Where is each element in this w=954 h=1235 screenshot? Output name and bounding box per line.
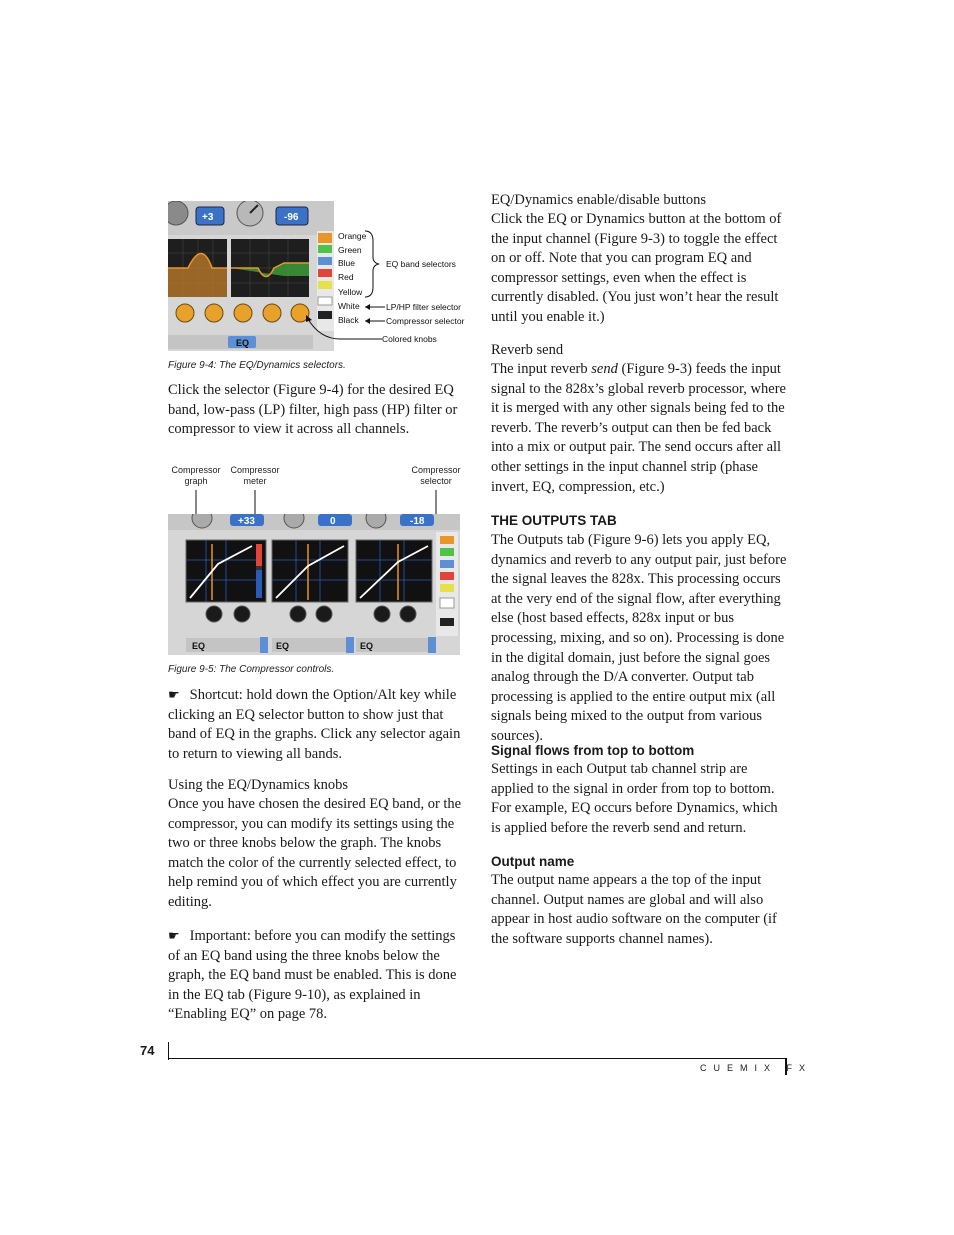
using-knobs-text: Once you have chosen the desired EQ band, or the compressor, you can modify its settings using the two or three knobs below the graph. The knobs match the color of the currently selected effect, to help remind you of which effect you are currently editing. bbox=[168, 796, 462, 910]
fig5-eq-tab-3: EQ bbox=[360, 641, 374, 651]
fig4-eq-tab: EQ bbox=[236, 338, 250, 348]
fig5-value-3: -18 bbox=[410, 516, 425, 527]
figure-9-4-caption: Figure 9-4: The EQ/Dynamics selectors. bbox=[168, 360, 346, 371]
shortcut-note bbox=[168, 686, 464, 764]
important-text: Important: before you can modify the settings of an EQ band using the three knobs below the graph, the EQ band must be enabled. This is done in the EQ tab (Figure 9-10), as explained in “Enabling EQ” on page 78. bbox=[168, 928, 457, 1023]
label-yellow: Yellow bbox=[338, 287, 363, 297]
fig5-eq-tab-2: EQ bbox=[276, 641, 290, 651]
page-number: 74 bbox=[140, 1043, 155, 1058]
colored-knobs-callout: Colored knobs bbox=[382, 334, 437, 344]
label-orange: Orange bbox=[338, 231, 367, 241]
brace-icon bbox=[363, 229, 388, 299]
output-name-text: The output name appears a the top of the input channel. Output names are global and will also appear in host audio software on the computer (if the software supports channel names). bbox=[491, 872, 777, 947]
fig5-eq-tab-1: EQ bbox=[192, 641, 206, 651]
label-black: Black bbox=[338, 315, 359, 325]
signal-flows-heading: Signal flows from top to bottom bbox=[491, 743, 695, 758]
reverb-send-text: The input reverb send (Figure 9-3) feeds the input signal to the 828x’s global reverb processor, where it is merged with any other signals being fed to the reverb. The reverb’s output can then be fed back into a mix or output pair. The send occurs after all other settings in the input channel strip (phase invert, EQ, compression, etc.) bbox=[491, 361, 786, 495]
outputs-tab-text: The Outputs tab (Figure 9-6) lets you apply EQ, dynamics and reverb to any output pair, just before the signal leaves the 828x. This processing occurs at the very end of the signal flow, after everything else (host based effects, 828x input or bus processing, mixing, and so on). Processing is done in the digital domain, just before the signal goes analog through the D/A converter. Output tab processing is applied to the entire output mix (all signals being mixed to the output from various sources). bbox=[491, 532, 787, 744]
label-white: White bbox=[338, 301, 360, 311]
fig5-value-1: +33 bbox=[238, 516, 255, 527]
lp-hp-callout: LP/HP filter selector bbox=[386, 302, 461, 312]
click-selector-paragraph: Click the selector (Figure 9-4) for the desired EQ band, low-pass (LP) filter, high pass (HP) filter or compressor to view it across all channels. bbox=[168, 382, 458, 438]
footer-rule bbox=[168, 1058, 786, 1059]
shortcut-text: Shortcut: hold down the Option/Alt key while clicking an EQ selector button to show just that band of EQ in the graphs. Click any selector again to return to viewing all bands. bbox=[168, 687, 461, 762]
output-name-heading: Output name bbox=[491, 854, 575, 869]
pointing-hand-icon: ☛ bbox=[168, 688, 180, 703]
using-knobs-heading: Using the EQ/Dynamics knobs bbox=[168, 777, 349, 793]
fig4-value-2: -96 bbox=[284, 212, 299, 223]
compressor-meter-label: Compressor meter bbox=[230, 465, 280, 486]
figure-9-4 bbox=[168, 201, 468, 351]
compressor-controls-screenshot bbox=[168, 514, 460, 655]
label-green: Green bbox=[338, 245, 362, 255]
important-note bbox=[168, 927, 464, 1025]
fig4-value-1: +3 bbox=[202, 212, 214, 223]
running-title: CUEMIX FX bbox=[700, 1063, 813, 1073]
reverb-send-heading: Reverb send bbox=[491, 342, 564, 358]
pointing-hand-icon: ☛ bbox=[168, 929, 180, 944]
figure-9-5-caption: Figure 9-5: The Compressor controls. bbox=[168, 664, 335, 675]
outputs-tab-heading: THE OUTPUTS TAB bbox=[491, 513, 617, 528]
signal-flows-text: Settings in each Output tab channel strip are applied to the signal in order from top to bottom. For example, EQ occurs before Dynamics, which is applied before the reverb send and return. bbox=[491, 761, 778, 836]
label-red: Red bbox=[338, 272, 354, 282]
eq-band-selectors-callout: EQ band selectors bbox=[386, 259, 456, 269]
colored-knobs-arrow bbox=[300, 311, 385, 343]
enable-buttons-heading: EQ/Dynamics enable/disable buttons bbox=[491, 192, 707, 208]
label-blue: Blue bbox=[338, 258, 356, 268]
fig5-value-2: 0 bbox=[330, 516, 336, 527]
enable-buttons-text: Click the EQ or Dynamics button at the bottom of the input channel (Figure 9-3) to toggle the effect on or off. Note that you can program EQ and compressor settings, even when the effect is currently disabled. (You just won’t hear the result until you enable it.) bbox=[491, 211, 782, 325]
compressor-graph-label: Compressor graph bbox=[171, 465, 221, 486]
compressor-selector-label: Compressor selector bbox=[411, 465, 461, 486]
compressor-selector-callout: Compressor selector bbox=[386, 316, 465, 326]
